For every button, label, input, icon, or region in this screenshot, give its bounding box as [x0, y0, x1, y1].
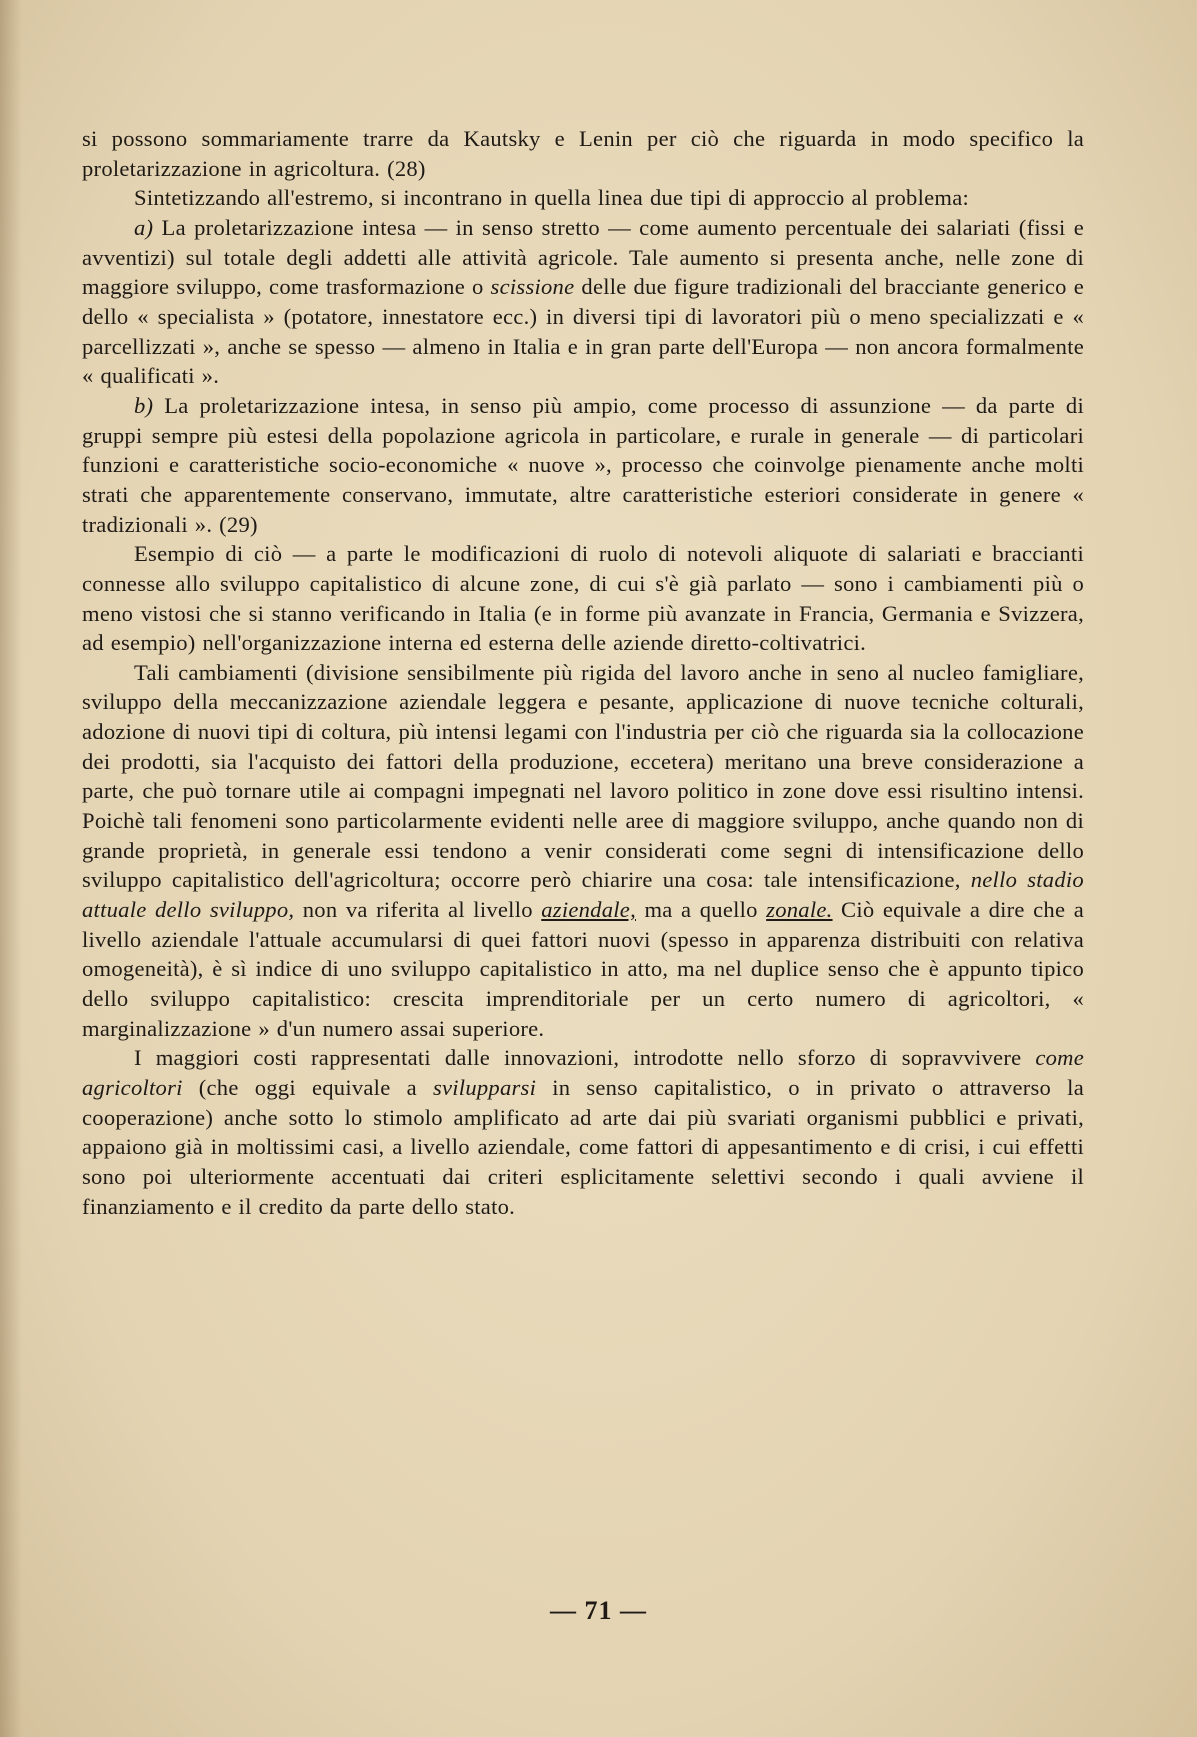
- emphasis-text: svilupparsi: [432, 1075, 537, 1100]
- body-text: [82, 124, 1084, 1221]
- paragraph-text: in senso capitalistico, o in privato o attraverso la cooperazione) anche sotto lo stimolo amplificato ad arte dai più svariati organismi pubblici e privati, appaiono già in moltissimi casi, a livello aziendale, come fattori di appesantimento e di crisi, i cui effetti sono poi ulteriormente accentuati dai criteri esplicitamente selettivi secondo i quali avviene il finanziamento e il credito da parte dello stato.: [82, 1075, 1084, 1219]
- paragraph-example: [82, 539, 1084, 658]
- paragraph-intro: [82, 183, 1084, 213]
- emphasis-text: nello stadio attuale dello sviluppo,: [82, 867, 1084, 923]
- page-number: — 71 —: [550, 1596, 647, 1625]
- paragraph-continuation: [82, 124, 1084, 183]
- paragraph-text: La proletarizzazione intesa, in senso più ampio, come processo di assunzione — da parte di gruppi sempre più estesi della popolazione agricola in particolare, e rurale in generale — di particolari funzioni e caratteristiche socio-economiche « nuove », processo che coinvolge pienamente anche molti strati che apparentemente conservano, immutate, altre caratteristiche esteriori considerate in genere « tradizionali ». (29): [82, 392, 1084, 537]
- paragraph-text: Ciò equivale a dire che a livello aziendale l'attuale accumularsi di quei fattori nuovi (spesso in apparenza distribuiti con relativa omogeneità), è sì indice di uno sviluppo capitalistico in atto, ma nel duplice senso che è appunto tipico dello sviluppo capitalistico: crescita imprenditoriale per un certo numero di agricoltori, « marginalizzazione » d'un numero assai superiore.: [82, 897, 1084, 1041]
- paragraph-costs: [82, 1043, 1084, 1221]
- underlined-emphasis: zonale.: [766, 897, 833, 923]
- paragraph-text: delle due figure tradizionali del bracciante generico e dello « specialista » (potatore, innestatore ecc.) in diversi tipi di lavoratori più o meno specializzati e « parcellizzati », anche se spesso — almeno in Italia e in gran parte dell'Europa — non ancora formalmente « qualificati ».: [82, 274, 1084, 389]
- emphasis-text: come agricoltori: [82, 1045, 1084, 1100]
- paragraph-text: non va riferita al livello: [294, 897, 542, 923]
- paragraph-text: ma a quello: [635, 897, 767, 923]
- item-marker: a): [134, 214, 154, 240]
- paragraph-text: (che oggi equivale a: [182, 1075, 433, 1100]
- paragraph-text: I maggiori costi rappresentati dalle innovazioni, introdotte nello sforzo di sopravvivere: [134, 1045, 1036, 1071]
- list-item-a: [82, 213, 1084, 391]
- paragraph-text: Tali cambiamenti (divisione sensibilmente più rigida del lavoro anche in seno al nucleo famigliare, sviluppo della meccanizzazione aziendale leggera e pesante, applicazione di nuove tecniche colturali, adozione di nuovi tipi di coltura, più intensi legami con l'industria per ciò che riguarda sia la collocazione dei prodotti, sia l'acquisto dei fattori della produzione, eccetera) meritano una breve considerazione a parte, che può tornare utile ai compagni impegnati nel lavoro politico in zone dove essi risultino intensi. Poichè tali fenomeni sono particolarmente evidenti nelle aree di maggiore sviluppo, anche quando non di grande proprietà, in generale essi tendono a venir considerati come segni di intensificazione dello sviluppo capitalistico dell'agricoltura; occorre però chiarire una cosa: tale intensificazione,: [82, 659, 1084, 893]
- binding-shadow: [0, 0, 22, 1737]
- item-marker: b): [134, 392, 154, 418]
- paragraph-text: Esempio di ciò — a parte le modificazioni di ruolo di notevoli aliquote di salariati e braccianti connesse allo sviluppo capitalistico di alcune zone, di cui s'è già parlato — sono i cambiamenti più o meno vistosi che si stanno verificando in Italia (e in forme più avanzate in Francia, Germania e Svizzera, ad esempio) nell'organizzazione interna ed esterna delle aziende diretto-coltivatrici.: [82, 541, 1084, 656]
- paragraph-text: si possono sommariamente trarre da Kautsky e Lenin per ciò che riguarda in modo specifico la proletarizzazione in agricoltura. (28): [82, 126, 1084, 181]
- list-item-b: [82, 391, 1084, 539]
- paragraph-text: Sintetizzando all'estremo, si incontrano in quella linea due tipi di approccio al problema:: [134, 185, 970, 211]
- paragraph-text: La proletarizzazione intesa — in senso stretto — come aumento percentuale dei salariati (fissi e avventizi) sul totale degli addetti alle attività agricole. Tale aumento si presenta anche, nelle zone di maggiore sviluppo, come trasformazione o: [82, 214, 1084, 300]
- paragraph-changes: [82, 658, 1084, 1044]
- underlined-emphasis: aziendale,: [541, 897, 636, 923]
- emphasis-text: scissione: [490, 274, 575, 300]
